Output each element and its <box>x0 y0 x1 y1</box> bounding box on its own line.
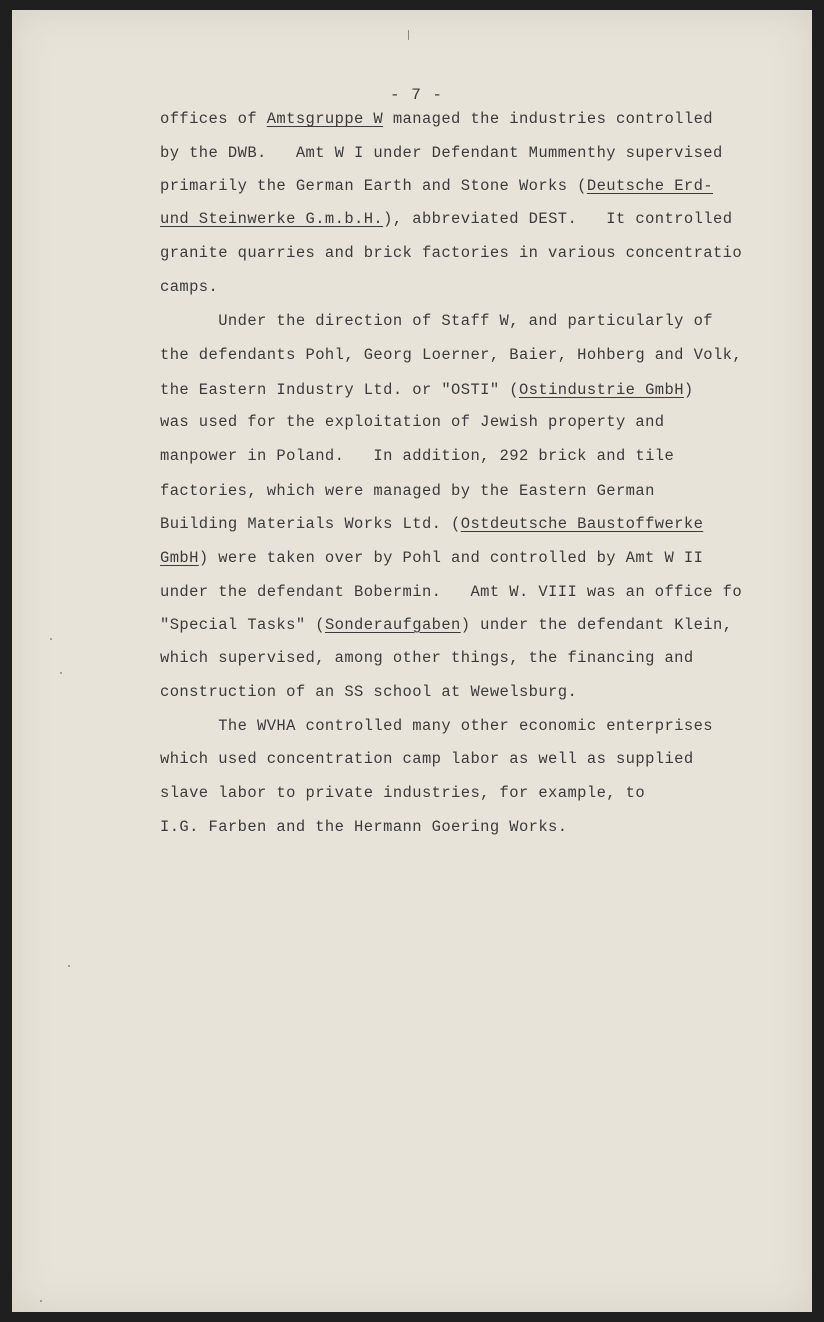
text-segment: the Eastern Industry Ltd. or "OSTI" ( <box>160 380 519 399</box>
text-segment: ) <box>683 380 694 399</box>
text-segment: factories, which were managed by the Eastern German <box>160 481 655 500</box>
text-line <box>160 110 713 128</box>
text-line <box>160 818 567 836</box>
paper-mark <box>408 30 409 40</box>
text-segment: offices of <box>160 110 267 128</box>
text-segment: camps. <box>160 277 219 296</box>
text-segment: manpower in Poland. In addition, 292 brick and tile <box>160 447 675 465</box>
text-segment: which used concentration camp labor as well as supplied <box>160 750 694 769</box>
text-segment: ) were taken over by Pohl and controlled by Amt W II <box>198 549 704 568</box>
text-segment: Under the direction of Staff W, and particularly of <box>160 312 713 331</box>
text-line <box>160 649 694 667</box>
underlined-term: GmbH <box>160 549 199 568</box>
paper-mark <box>68 965 70 967</box>
text-segment: ), abbreviated DEST. It controlled <box>383 210 733 229</box>
text-line <box>160 413 664 431</box>
text-line <box>160 210 732 228</box>
paper-mark <box>40 1300 42 1302</box>
document-page <box>12 10 812 1312</box>
text-line <box>160 312 713 330</box>
text-segment: managed the industries controlled <box>383 110 713 128</box>
underlined-term: Ostdeutsche Baustoffwerke <box>460 515 704 534</box>
text-line <box>160 750 694 768</box>
text-segment: under the defendant Bobermin. Amt W. VIII was an office fo <box>160 582 743 601</box>
text-segment: granite quarries and brick factories in various concentratio <box>160 243 743 262</box>
underlined-term: Amtsgruppe W <box>266 110 384 128</box>
text-line <box>160 482 655 500</box>
text-line <box>160 144 723 162</box>
underlined-term: Deutsche Erd- <box>586 177 713 196</box>
text-segment: by the DWB. Amt W I under Defendant Mummenthy supervised <box>160 143 723 162</box>
text-line <box>160 583 742 601</box>
page-number: - 7 - <box>390 86 444 104</box>
text-segment: ) under the defendant Klein, <box>460 615 733 634</box>
text-segment: which supervised, among other things, the financing and <box>160 649 694 668</box>
text-segment: I.G. Farben and the Hermann Goering Works. <box>160 817 568 836</box>
paper-mark <box>50 638 52 640</box>
text-line <box>160 278 218 296</box>
text-segment: slave labor to private industries, for example, to <box>160 784 646 802</box>
text-segment: construction of an SS school at Wewelsburg. <box>160 682 578 701</box>
text-segment: Building Materials Works Ltd. ( <box>160 515 461 534</box>
text-segment: the defendants Pohl, Georg Loerner, Baier, Hohberg and Volk, <box>160 345 743 364</box>
text-line <box>160 616 732 634</box>
text-segment: was used for the exploitation of Jewish property and <box>160 413 665 432</box>
text-line <box>160 244 742 262</box>
text-line <box>160 683 577 701</box>
underlined-term: Ostindustrie GmbH <box>518 380 684 399</box>
text-segment: primarily the German Earth and Stone Works ( <box>160 177 587 196</box>
text-line <box>160 515 703 533</box>
text-line <box>160 717 713 735</box>
paper-mark <box>60 672 62 674</box>
text-segment: "Special Tasks" ( <box>160 615 325 634</box>
text-segment: The WVHA controlled many other economic enterprises <box>160 716 713 735</box>
underlined-term: Sonderaufgaben <box>324 615 461 634</box>
underlined-term: und Steinwerke G.m.b.H. <box>160 210 384 229</box>
text-line <box>160 381 694 399</box>
text-line <box>160 784 645 802</box>
text-line <box>160 447 674 465</box>
text-line <box>160 549 703 567</box>
text-line <box>160 177 713 195</box>
text-line <box>160 346 742 364</box>
